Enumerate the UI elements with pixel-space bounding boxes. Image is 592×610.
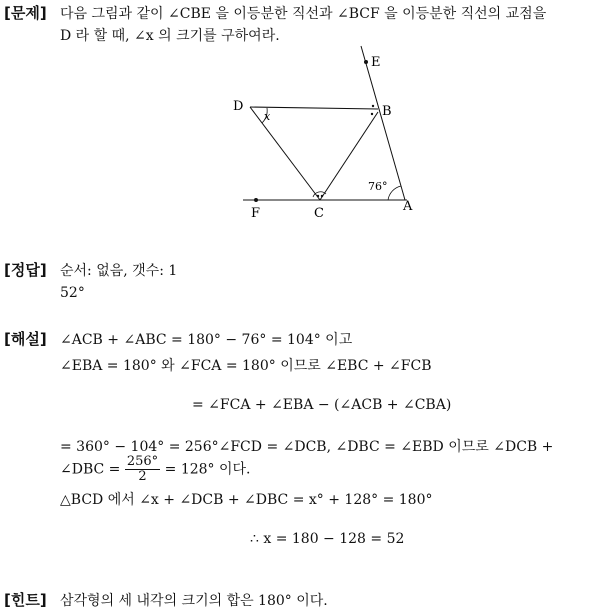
tick-c-2 — [321, 195, 323, 197]
line-DB — [250, 107, 378, 109]
problem-tag: [문제] — [4, 4, 47, 22]
geometry-figure — [225, 42, 425, 227]
solution-line-6: △BCD 에서 ∠x + ∠DCB + ∠DBC = x° + 128° = 180° — [60, 492, 433, 508]
problem-line-2: D 라 할 때, ∠x 의 크기를 구하여라. — [60, 28, 280, 44]
answer-value: 52° — [60, 285, 85, 301]
solution-tag: [해설] — [4, 330, 47, 348]
solution-line-4: = 360° − 104° = 256°∠FCD = ∠DCB, ∠DBC = ∠EBD 이므로 ∠DCB + — [60, 439, 554, 455]
solution-line-5-pre: ∠DBC = — [60, 461, 121, 478]
line-DC — [250, 107, 320, 200]
tick-b-1 — [372, 105, 374, 107]
label-A: A — [403, 199, 413, 214]
problem-line-1: 다음 그림과 같이 ∠CBE 을 이등분한 직선과 ∠BCF 을 이등분한 직선의 교점을 — [60, 6, 547, 22]
tick-b-2 — [371, 113, 373, 115]
label-F: F — [251, 206, 261, 221]
answer-tag: [정답] — [4, 261, 47, 279]
solution-line-5-post: = 128° 이다. — [164, 461, 251, 478]
hint-text: 삼각형의 세 내각의 크기의 합은 180° 이다. — [60, 593, 328, 609]
line-EA — [361, 46, 405, 200]
solution-line-7: ∴ x = 180 − 128 = 52 — [250, 531, 405, 547]
fraction-numerator: 256° — [126, 454, 159, 469]
label-C: C — [314, 206, 324, 221]
point-F — [254, 198, 258, 202]
solution-line-1: ∠ACB + ∠ABC = 180° − 76° = 104° 이고 — [60, 332, 353, 348]
label-76: 76° — [368, 180, 388, 193]
angle-76-arc — [388, 186, 401, 200]
hint-tag: [힌트] — [4, 591, 47, 609]
label-B: B — [382, 104, 392, 119]
label-D: D — [233, 99, 244, 114]
solution-line-2: ∠EBA = 180° 와 ∠FCA = 180° 이므로 ∠EBC + ∠FCB — [60, 358, 432, 374]
solution-line-3: = ∠FCA + ∠EBA − (∠ACB + ∠CBA) — [192, 397, 452, 413]
fraction — [125, 455, 160, 484]
solution-line-5 — [60, 455, 251, 484]
fraction-denominator: 2 — [138, 469, 147, 484]
tick-c-1 — [317, 195, 319, 197]
label-E: E — [371, 55, 381, 70]
point-E — [364, 60, 368, 64]
label-x: x — [264, 110, 271, 123]
answer-meta: 순서: 없음, 갯수: 1 — [60, 263, 178, 279]
